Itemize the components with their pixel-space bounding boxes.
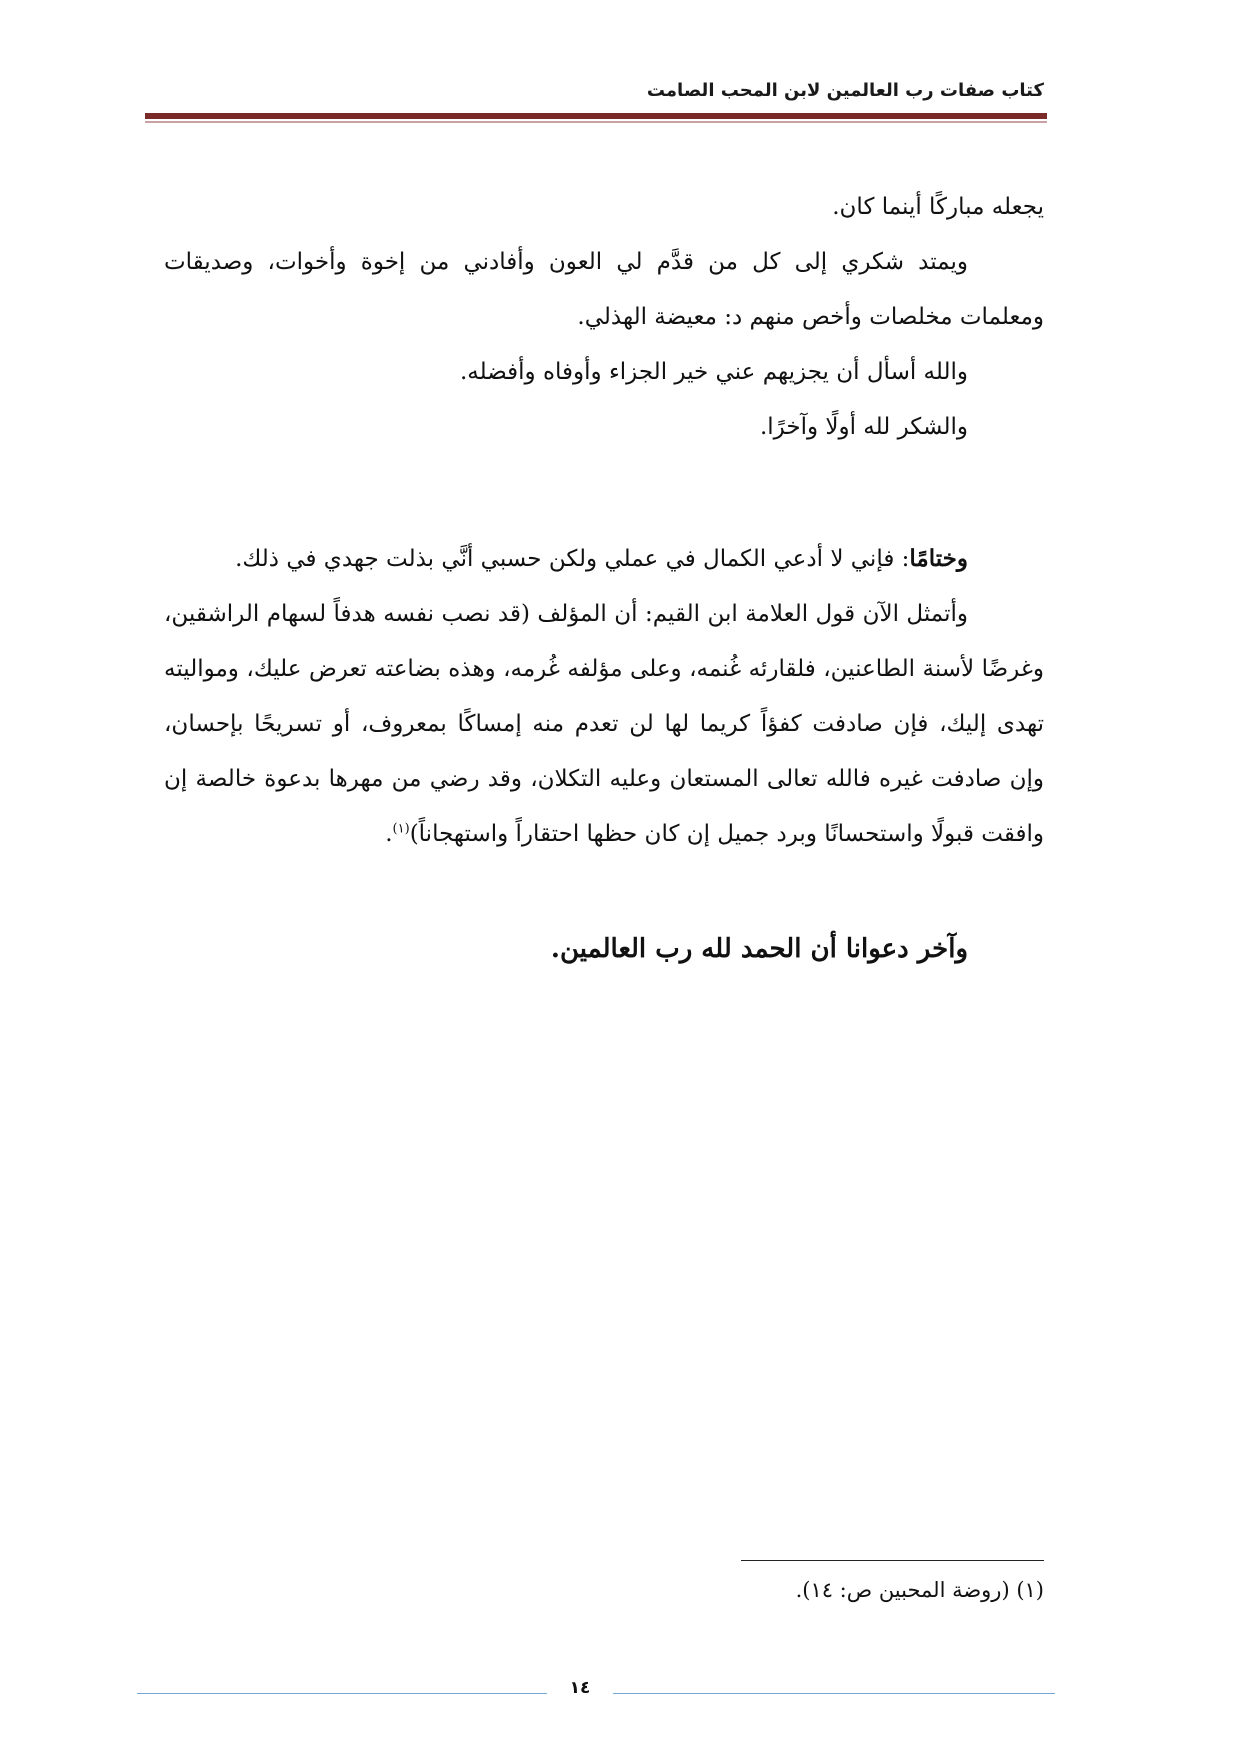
closing-line: وآخر دعوانا أن الحمد لله رب العالمين. xyxy=(550,934,968,964)
paragraph-line: وغرضًا لأسنة الطاعنين، فلقارئه غُنمه، وعلى مؤلفه غُرمه، وهذه بضاعته تعرض عليك، ومواليته xyxy=(164,656,1044,682)
paragraph-text: . xyxy=(385,821,393,847)
header-rule xyxy=(145,113,1047,119)
bold-lead-word: وختامًا xyxy=(909,545,968,572)
paragraph-line: والشكر لله أولًا وآخرًا. xyxy=(759,414,968,440)
footer-rule-right xyxy=(613,1693,1055,1694)
paragraph-line xyxy=(164,531,1044,587)
paragraph-line: يجعله مباركًا أينما كان. xyxy=(832,194,1044,220)
paragraph-spacer xyxy=(164,862,1044,922)
footnote-reference[interactable]: (١) xyxy=(392,821,410,837)
header-rule-thin xyxy=(145,121,1047,123)
paragraph-spacer xyxy=(164,455,1044,531)
paragraph-line: ومعلمات مخلصات وأخص منهم د: معيضة الهذلي. xyxy=(577,304,1044,330)
footnote: (١) (روضة المحبين ص: ١٤). xyxy=(795,1578,1044,1602)
body-text xyxy=(164,180,1044,977)
running-header-title: كتاب صفات رب العالمين لابن المحب الصامت xyxy=(646,80,1044,101)
paragraph-line: ويمتد شكري إلى كل من قدَّم لي العون وأفادني من إخوة وأخوات، وصديقات xyxy=(164,249,968,275)
paragraph-line: وإن صادفت غيره فالله تعالى المستعان وعليه التكلان، وقد رضي من مهرها بدعوة خالصة إن xyxy=(164,766,1044,792)
paragraph-line: وأتمثل الآن قول العلامة ابن القيم: أن المؤلف (قد نصب نفسه هدفاً لسهام الراشقين، xyxy=(164,601,968,627)
page-number: ١٤ xyxy=(569,1678,591,1698)
paragraph-line: تهدى إليك، فإن صادفت كفؤاً كريما لها لن تعدم منه إمساكًا بمعروف، أو تسريحًا بإحسان، xyxy=(164,711,1044,737)
footer-rule-left xyxy=(137,1693,547,1694)
paragraph-text: : فإني لا أدعي الكمال في عملي ولكن حسبي أنَّي بذلت جهدي في ذلك. xyxy=(235,546,910,572)
footnote-separator xyxy=(741,1560,1044,1561)
paragraph-line: والله أسأل أن يجزيهم عني خير الجزاء وأوفاه وأفضله. xyxy=(459,359,968,385)
paragraph-text: وافقت قبولًا واستحسانًا وبرد جميل إن كان حظها احتقاراً واستهجاناً) xyxy=(409,821,1044,847)
paragraph-line xyxy=(164,807,1044,862)
